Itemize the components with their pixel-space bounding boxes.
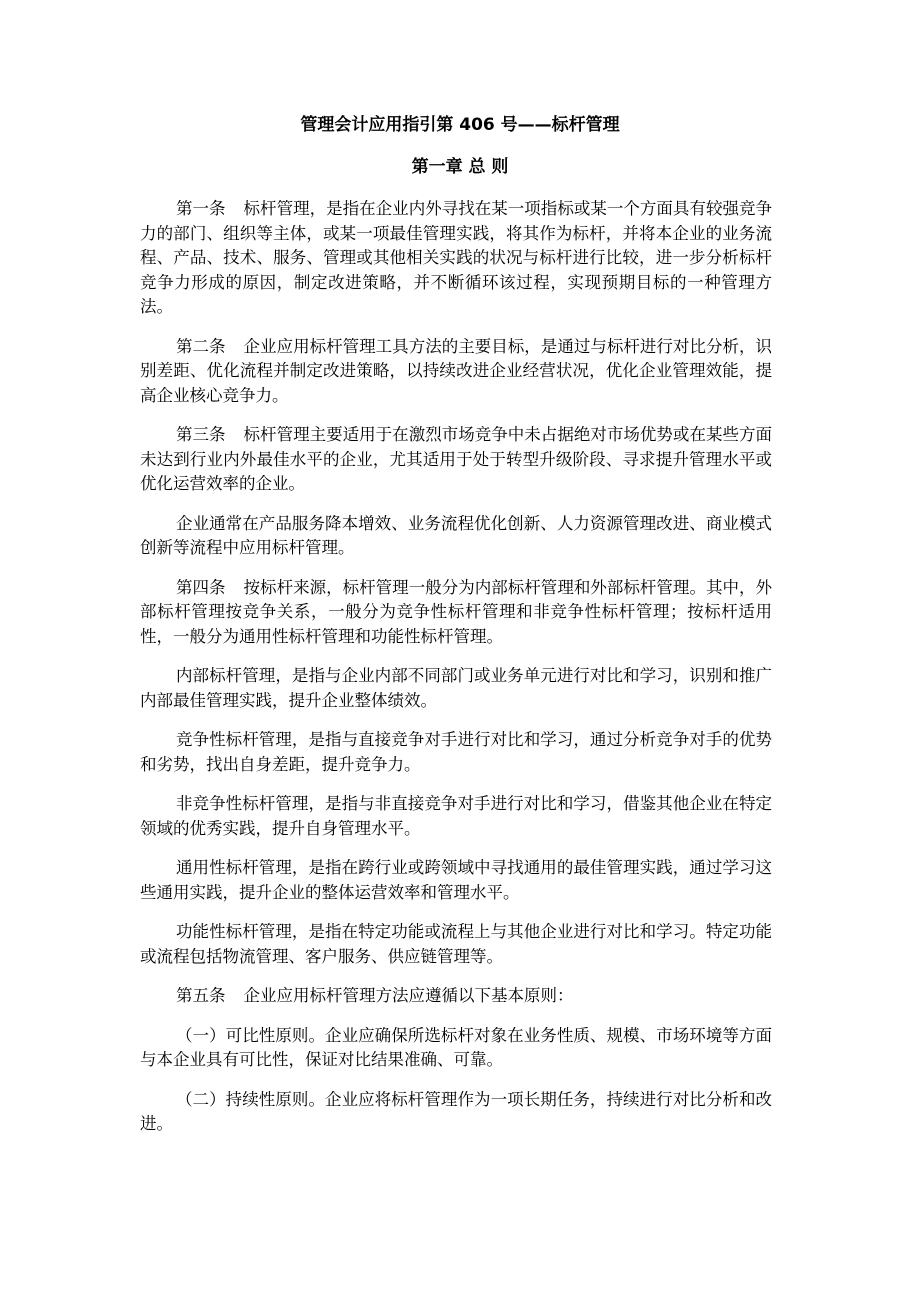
paragraph	[140, 920, 772, 969]
paragraph-article-5	[140, 984, 772, 1009]
paragraph-article-2	[140, 335, 772, 409]
paragraph-article-3	[140, 423, 772, 497]
paragraph	[140, 664, 772, 713]
paragraph-text: 竞争性标杆管理，是指与直接竞争对手进行对比和学习，通过分析竞争对手的优势和劣势，找出自身差距，提升竞争力。	[140, 730, 772, 774]
paragraph-text: （二）持续性原则。企业应将标杆管理作为一项长期任务，持续进行对比分析和改进。	[140, 1089, 772, 1133]
article-number: 第一条	[176, 199, 226, 218]
paragraph-text: 非竞争性标杆管理，是指与非直接竞争对手进行对比和学习，借鉴其他企业在特定领域的优秀实践，提升自身管理水平。	[140, 794, 772, 838]
paragraph	[140, 856, 772, 905]
paragraph	[140, 1024, 772, 1073]
paragraph-text: 企业应用标杆管理方法应遵循以下基本原则：	[243, 986, 574, 1005]
paragraph-article-1	[140, 197, 772, 320]
paragraph-text: 功能性标杆管理，是指在特定功能或流程上与其他企业进行对比和学习。特定功能或流程包括物流管理、客户服务、供应链管理等。	[140, 922, 772, 966]
document-title: 管理会计应用指引第 406 号——标杆管理	[300, 115, 620, 135]
paragraph-text: 标杆管理主要适用于在激烈市场竞争中未占据绝对市场优势或在某些方面未达到行业内外最佳水平的企业，尤其适用于处于转型升级阶段、寻求提升管理水平或优化运营效率的企业。	[140, 425, 773, 493]
article-number: 第四条	[176, 577, 226, 597]
chapter-title: 第一章 总 则	[411, 157, 509, 177]
paragraph	[140, 1088, 772, 1137]
paragraph	[140, 792, 772, 841]
paragraph-text: 按标杆来源，标杆管理一般分为内部标杆管理和外部标杆管理。其中，外部标杆管理按竞争关系，一般分为竞争性标杆管理和非竞争性标杆管理；按标杆适用性，一般分为通用性标杆管理和功能性标杆管理。	[140, 577, 773, 646]
article-number: 第三条	[176, 425, 226, 444]
paragraph-text: 标杆管理，是指在企业内外寻找在某一项指标或某一个方面具有较强竞争力的部门、组织等主体，或某一项最佳管理实践，将其作为标杆，并将本企业的业务流程、产品、技术、服务、管理或其他相关实践的状况与标杆进行比较，进一步分析标杆竞争力形成的原因，制定改进策略，并不断循环该过程，实现预期目标的一种管理方法。	[140, 199, 773, 316]
article-number: 第五条	[176, 986, 226, 1005]
paragraph-text: （一）可比性原则。企业应确保所选标杆对象在业务性质、规模、市场环境等方面与本企业具有可比性，保证对比结果准确、可靠。	[140, 1025, 772, 1069]
paragraph-text: 通用性标杆管理，是指在跨行业或跨领域中寻找通用的最佳管理实践，通过学习这些通用实践，提升企业的整体运营效率和管理水平。	[140, 858, 772, 902]
article-number: 第二条	[176, 336, 226, 356]
paragraph-text: 内部标杆管理，是指与企业内部不同部门或业务单元进行对比和学习，识别和推广内部最佳管理实践，提升企业整体绩效。	[140, 666, 772, 710]
paragraph	[140, 728, 772, 777]
paragraph-text: 企业通常在产品服务降本增效、业务流程优化创新、人力资源管理改进、商业模式创新等流程中应用标杆管理。	[140, 513, 772, 557]
document-body	[140, 197, 772, 1152]
paragraph-article-4	[140, 576, 772, 650]
paragraph	[140, 512, 772, 561]
paragraph-text: 企业应用标杆管理工具方法的主要目标，是通过与标杆进行对比分析，识别差距、优化流程并制定改进策略，以持续改进企业经营状况，优化企业管理效能，提高企业核心竞争力。	[140, 336, 773, 405]
